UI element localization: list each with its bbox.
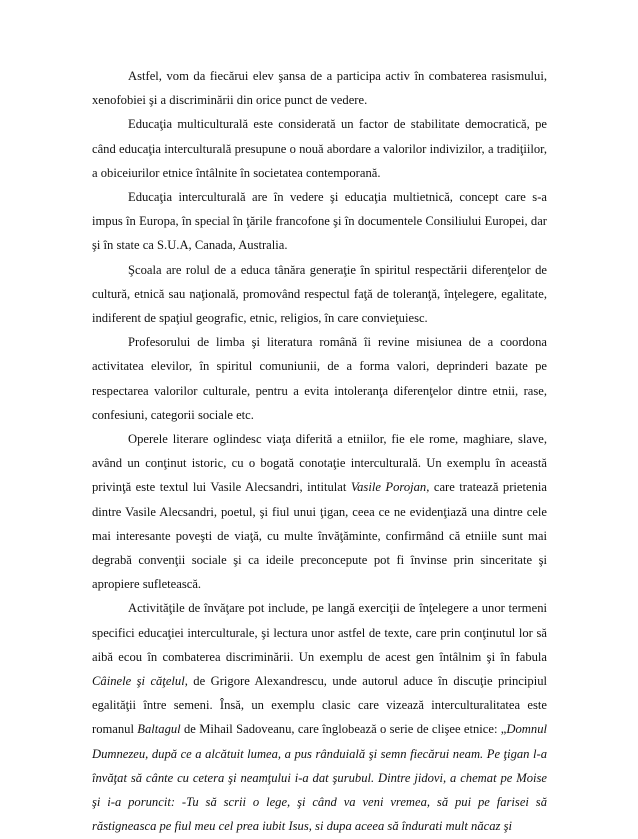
paragraph-4: [92, 258, 547, 331]
paragraph-6-title-italic: Vasile Porojan,: [350, 480, 430, 495]
paragraph-7-text-middle2: de Mihail Sadoveanu, care înglobează o serie de clişee etnice: „: [180, 722, 507, 737]
paragraph-7-text-before: Activităţile de învăţare pot include, pe langă exerciţii de înţelegere a unor termeni specifici educaţiei interculturale, şi lectura unor astfel de texte, care prin conţinutul lor să aibă ecou în combaterea discriminării. Un exemplu de acest gen întâlnim şi în fabula: [92, 601, 547, 664]
paragraph-6-text-after: care tratează prietenia dintre Vasile Alecsandri, poetul, şi fiul unui ţigan, ceea ce ne evidenţiază una dintre cele mai interesante poveşti de viaţă, cu multe învăţăminte, confirmând că etniile sunt mai degrabă convenţii sociale şi ca ideile preconcepute pot fi învinse prin sinceritate şi apropiere sufletească.: [92, 480, 547, 592]
paragraph-1-text: Astfel, vom da fiecărui elev şansa de a participa activ în combaterea rasismului, xenofobiei şi a discriminării din orice punct de vedere.: [92, 69, 547, 108]
paragraph-3: [92, 185, 547, 258]
paragraph-7: [92, 596, 547, 838]
paragraph-3-text: Educaţia interculturală are în vedere şi educaţia multietnică, concept care s-a impus în Europa, în special în ţările francofone şi în documentele Consiliului Europei, dar şi în state ca S.U.A, Canada, Australia.: [92, 190, 547, 253]
document-page: [92, 64, 547, 839]
paragraph-7-title2-italic: Baltagul: [137, 722, 181, 737]
paragraph-1: [92, 64, 547, 112]
paragraph-7-title-italic: Câinele şi căţelul: [92, 674, 185, 689]
paragraph-6-text-before: Operele literare oglindesc viaţa diferită a etniilor, fie ele rome, maghiare, slave, având un conţinut istoric, cu o bogată conotaţie interculturală. Un exemplu în această privinţă este textul lui Vasile Alecsandri, intitulat: [92, 432, 547, 495]
paragraph-7-text-middle: , de Grigore Alexandrescu, unde autorul aduce în discuţie principiul egalităţii între semeni. Însă, un exemplu clasic care vizează interculturalitatea este romanul: [92, 674, 547, 737]
paragraph-5-text: Profesorului de limba şi literatura română îi revine misiunea de a coordona activitatea elevilor, în spiritul comuniunii, de a forma valori, deprinderi bazate pe respectarea valorilor culturale, pentru a evita intoleranţa diferenţelor dintre etnii, rase, confesiuni, categorii sociale etc.: [92, 335, 547, 422]
paragraph-4-text: Şcoala are rolul de a educa tânăra generaţie în spiritul respectării diferenţelor de cultură, etnică sau naţională, promovând respectul faţă de toleranţă, înţelegere, egalitate, indiferent de spaţiul geografic, etnic, religios, în care convieţuiesc.: [92, 262, 547, 326]
paragraph-5: [92, 330, 547, 427]
paragraph-2-text: Educaţia multiculturală este considerată un factor de stabilitate democratică, pe când educaţia interculturală presupune o nouă abordare a valorilor indivizilor, a tradiţiilor, a obiceiurilor etnice întâlnite în societatea contemporană.: [92, 117, 547, 180]
paragraph-2: [92, 112, 547, 185]
paragraph-6: [92, 427, 547, 596]
paragraph-7-quote-italic: Domnul Dumnezeu, după ce a alcătuit lumea, a pus rânduială şi semn fiecărui neam. Pe ţigan l-a învăţat să cânte cu cetera şi neamţului i-a dat şurubul. Dintre jidovi, a chemat pe Moise şi i-a poruncit: -Tu să scrii o lege, şi când va veni vremea, să pui pe farisei să răstigneasca pe fiul meu cel prea iubit Isus, si dupa aceea să îndurati mult năcaz şi: [92, 722, 547, 834]
